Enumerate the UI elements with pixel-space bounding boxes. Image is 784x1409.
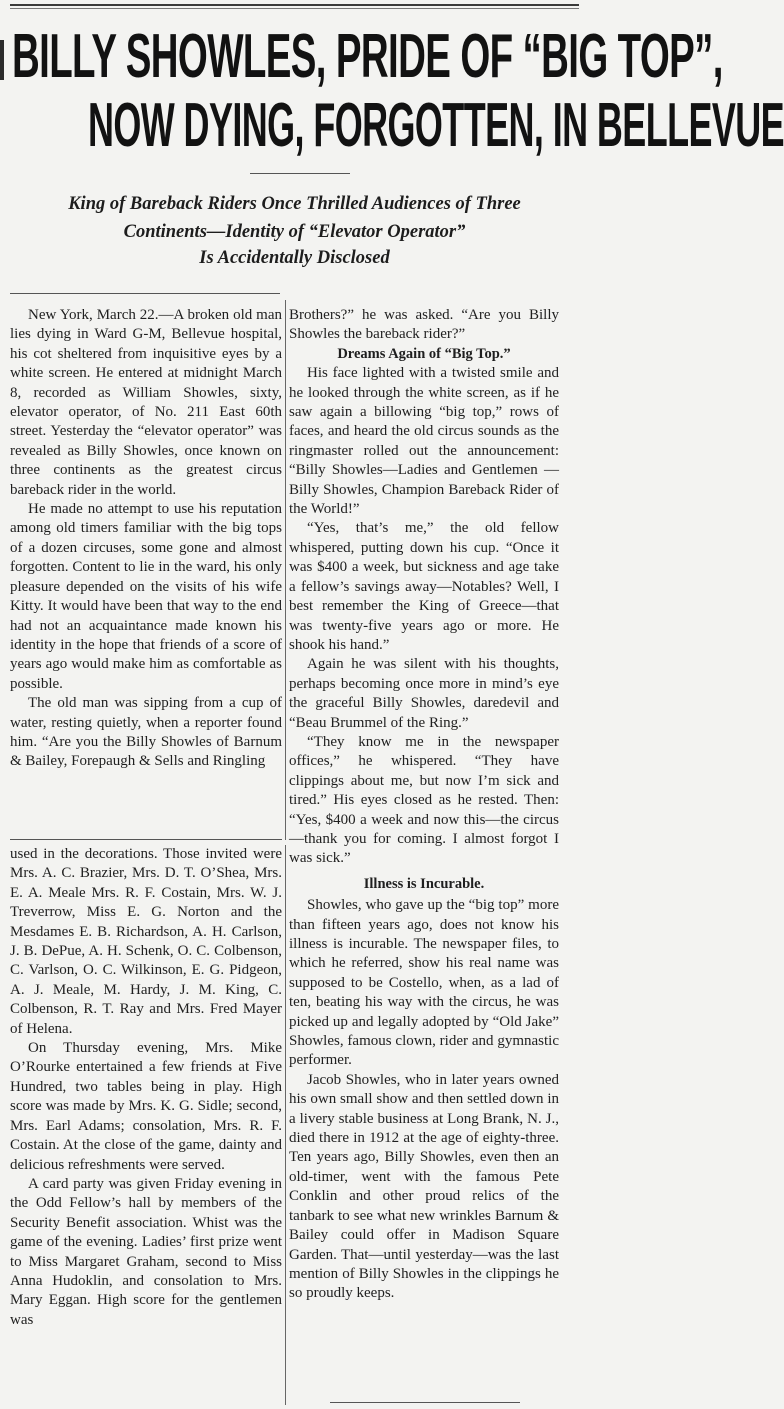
society-paragraph: used in the decorations. Those invited were Mrs. A. C. Brazier, Mrs. D. T. O’Shea, Mrs. E. A. Meale Mrs. R. F. Costain, Mrs. W. J. Treverrow, Miss E. G. Norton and the Mesdames E. B. Richardson, A. H. Carlson, J. B. DePue, A. H. Schenk, O. C. Colbenson, C. Varlson, O. C. Wilkinson, E. G. Pidgeon, A. J. Meale, M. Hardy, J. M. King, C. Colbenson, R. T. Ray and Mrs. Fred Mayer of Helena. — [10, 846, 282, 1037]
column-top-rule — [10, 293, 280, 294]
article-paragraph: Brothers?” he was asked. “Are you Billy Showles the bareback rider?” — [289, 307, 559, 343]
deck-line-2: Continents—Identity of “Elevator Operator” — [123, 222, 466, 242]
article-paragraph: New York, March 22.—A broken old man lies dying in Ward G-M, Bellevue hospital, his cot sheltered from inquisitive eyes by a white screen. He entered at midnight March 8, recorded as William Showles, sixty, elevator operator, of No. 211 East 60th street. Yesterday the “elevator operator” was revealed as Billy Showles, once known on three continents as the greatest circus bareback rider in the world. — [10, 307, 282, 498]
top-rule-thin — [10, 8, 579, 9]
article-paragraph: Jacob Showles, who in later years owned his own small show and then settled down in a livery stable business at Long Brank, N. J., died there in 1912 at the age of eighty-three. Ten years ago, Billy Showles, even then an old-timer, went with the famous Pete Conklin and other proud relics of the tanbark to see what new wrinkles Barnum & Bailey could offer in Madison Square Garden. That—until yesterday—was the last mention of Billy Showles in the clippings he so proudly keeps. — [289, 1071, 559, 1302]
section-divider — [10, 839, 282, 840]
article-column-right — [289, 306, 559, 1304]
article-paragraph: Showles, who gave up the “big top” more than fifteen years ago, does not know his illness is incurable. The newspaper files, to which he referred, show his real name was supposed to be Costello, when, as a lad of ten, beating his way with the circus, he was picked up and legally adopted by “Old Jake” Showles, famous clown, rider and gymnastic performer. — [289, 897, 559, 1069]
page-edge-mark — [0, 40, 4, 80]
article-end-rule — [330, 1402, 520, 1403]
deck-line-3: Is Accidentally Disclosed — [199, 248, 390, 268]
article-paragraph: His face lighted with a twisted smile and he looked through the white screen, as if he saw again a billowing “big top,” rows of faces, and heard the old circus sounds as the ringmaster rolled out the announcement: “Billy Showles—Ladies and Gentlemen — Billy Showles, Champion Bareback Rider of the World!” — [289, 365, 559, 518]
subheading: Illness is Incurable. — [363, 875, 485, 892]
deck-line-1: King of Bareback Riders Once Thrilled Audiences of Three — [68, 194, 521, 214]
article-paragraph: He made no attempt to use his reputation among old timers familiar with the big tops of a dozen circuses, some gone and almost forgotten. Content to lie in the ward, his only pleasure depended on the visits of his wife Kitty. It would have been that way to the end had not an acquaintance made known his identity in the hope that friends of a score of years ago would make him as comfortable as possible. — [10, 501, 282, 692]
top-rule — [10, 4, 579, 6]
article-paragraph: “They know me in the newspaper offices,” he whispered. “They have clippings about me, but now I’m sick and tired.” His eyes closed as he rested. Then: “Yes, $400 a week and now this—the circus—thank you for coming. I almost forgot I was sick.” — [289, 733, 559, 867]
headline-line-2: NOW DYING, FORGOTTEN, IN BELLEVUE — [88, 91, 784, 160]
subheading: Dreams Again of “Big Top.” — [337, 345, 511, 362]
article-paragraph: The old man was sipping from a cup of water, resting quietly, when a reporter found him. “Are you the Billy Showles of Barnum & Bailey, Forepaugh & Sells and Ringling — [10, 695, 282, 770]
article-paragraph: “Yes, that’s me,” the old fellow whispered, putting down his cup. “Once it was $400 a week, but sickness and age take a fellow’s savings away—Notables? Well, I best remember the King of Greece—that was twenty-five years ago or more. He shook his hand.” — [289, 520, 559, 653]
society-paragraph: On Thursday evening, Mrs. Mike O’Rourke entertained a few friends at Five Hundred, two tables being in play. High score was made by Mrs. K. G. Sidle; second, Mrs. Earl Adams; consolation, Mrs. R. F. Costain. At the close of the game, dainty and delicious refreshments were served. — [10, 1040, 282, 1173]
headline-line-1: BILLY SHOWLES, PRIDE OF “BIG TOP”, — [12, 22, 723, 91]
society-column — [10, 845, 282, 1330]
headline-divider — [250, 173, 350, 174]
society-paragraph: A card party was given Friday evening in the Odd Fellow’s hall by members of the Security Benefit association. Whist was the game of the evening. Ladies’ first prize went to Miss Margaret Graham, second to Miss Anna Hudoklin, and consolation to Mrs. Mary Eggan. High score for the gentlemen was — [10, 1175, 282, 1328]
column-divider — [285, 300, 286, 840]
article-column-left — [10, 306, 282, 772]
article-paragraph: Again he was silent with his thoughts, perhaps becoming once more in mind’s eye the graceful Billy Showles, daredevil and “Beau Brummel of the Ring.” — [289, 656, 559, 731]
column-divider — [285, 845, 286, 1405]
